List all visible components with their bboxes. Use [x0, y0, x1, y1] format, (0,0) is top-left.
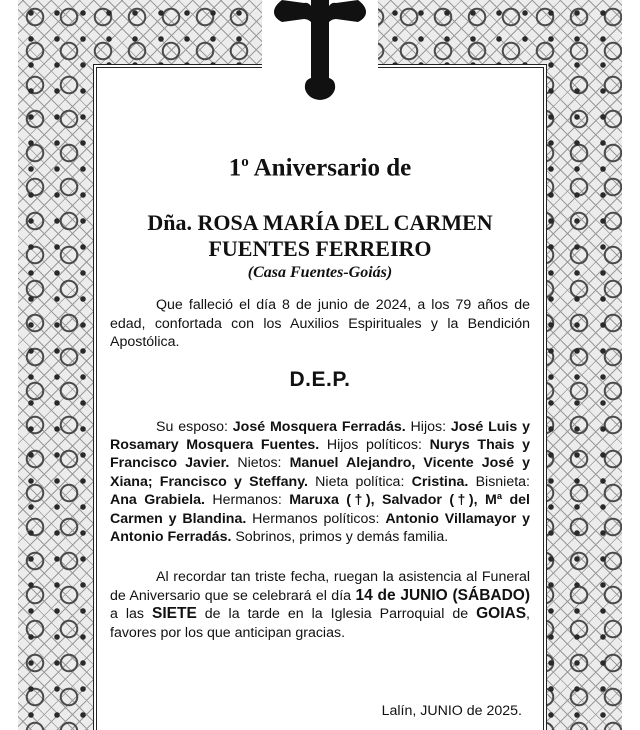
siblings-label: Hermanos: — [204, 492, 290, 509]
children-in-law-label: Hijos políticos: — [319, 436, 430, 453]
title-ordinal: 1 — [228, 154, 242, 182]
deceased-name-line2: FUENTES FERREIRO — [208, 236, 432, 262]
funeral-time: SIETE — [152, 605, 197, 623]
funeral-text-4: , favores por los que anticipan gracias. — [110, 606, 530, 641]
spouse-name: José Mosquera Ferradás. — [232, 418, 406, 435]
other-family: Sobrinos, primos y demás familia. — [231, 528, 449, 545]
siblings-in-law-label: Hermanos políticos: — [246, 510, 386, 527]
cross-area — [262, 0, 378, 106]
anniversary-title — [110, 154, 530, 182]
family-paragraph — [110, 418, 530, 547]
death-paragraph: Que falleció el día 8 de junio de 2024, a los 79 años de edad, confortada con los Auxilios Espirituales y la Bendición Apostólica. — [110, 297, 530, 351]
dep-heading: D.E.P. — [289, 367, 351, 391]
children-names: José Luis y Rosamary Mosquera Fuentes. — [110, 418, 530, 453]
granddaughter-in-law-name: Cristina. — [411, 473, 469, 490]
cross-icon — [262, 0, 378, 106]
funeral-text-1: Al recordar tan triste fecha, ruegan la asistencia al Funeral de Aniversario que se celebrará el día — [110, 569, 530, 604]
siblings-names: Maruxa (†), Salvador (†), Mª del Carmen y Blandina. — [110, 492, 530, 527]
funeral-text-3: de la tarde en la Iglesia Parroquial de — [196, 606, 477, 623]
title-text: Aniversario de — [248, 154, 412, 182]
deceased-name-line1: Dña. ROSA MARÍA DEL CARMEN — [147, 210, 493, 236]
funeral-text-2: a las — [110, 606, 152, 623]
signoff: Lalín, JUNIO de 2025. — [381, 703, 522, 719]
title-ordinal-sup: o — [241, 154, 249, 170]
great-granddaughter-name: Ana Grabiela. — [110, 492, 205, 509]
spouse-label: Su esposo: — [156, 418, 233, 435]
notice-content — [110, 150, 530, 642]
grandchildren-names: Manuel Alejandro, Vicente José y Xiana; Francisco y Steffany. — [110, 455, 530, 490]
deceased-house-name: (Casa Fuentes-Goiás) — [247, 264, 393, 282]
funeral-date: 14 de JUNIO (SÁBADO) — [355, 586, 530, 604]
children-in-law-names: Nurys Thais y Francisco Javier. — [110, 436, 530, 472]
great-granddaughter-label: Bisnieta: — [468, 473, 530, 490]
granddaughter-in-law-label: Nieta política: — [307, 473, 412, 490]
siblings-in-law-names: Antonio Villamayor y Antonio Ferradás. — [110, 510, 530, 545]
grandchildren-label: Nietos: — [229, 455, 290, 472]
children-label: Hijos: — [405, 418, 451, 435]
funeral-paragraph — [110, 568, 530, 642]
funeral-place: GOIAS — [476, 605, 527, 623]
